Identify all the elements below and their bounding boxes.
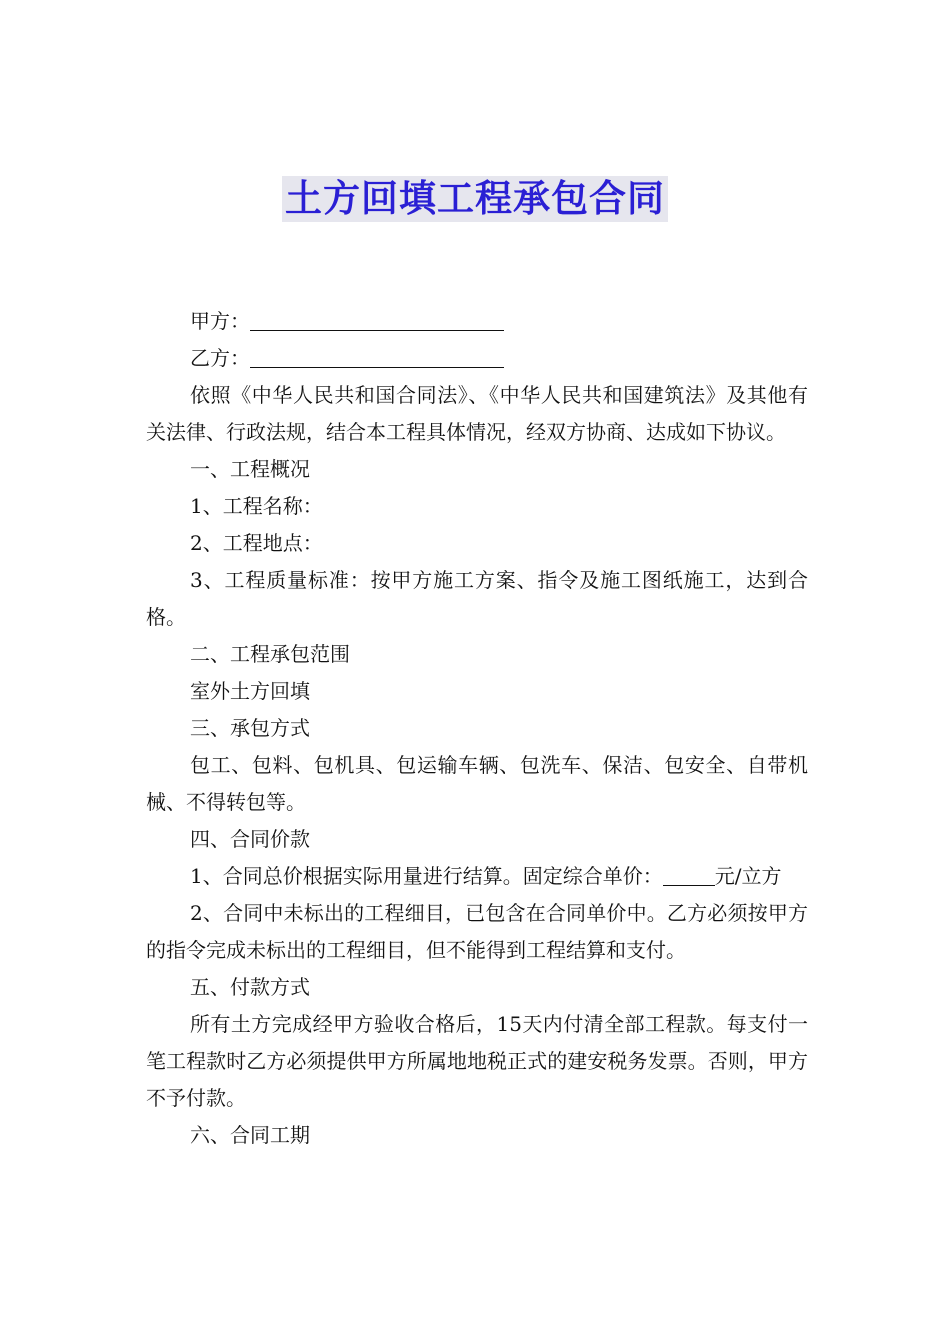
document-body — [146, 303, 808, 1154]
party-b-line — [146, 340, 808, 377]
section-2-body: 室外土方回填 — [190, 679, 310, 703]
section-4-item-1 — [146, 858, 808, 895]
unit-price-blank — [663, 863, 715, 886]
section-1-item-2: 2、工程地点： — [190, 531, 323, 555]
section-1-item-1: 1、工程名称： — [190, 494, 323, 518]
party-a-label: 甲方： — [190, 309, 250, 333]
section-3-body: 包工、包料、包机具、包运输车辆、包洗车、保洁、包安全、自带机械、不得转包等。 — [146, 753, 808, 814]
section-2-title: 二、工程承包范围 — [190, 642, 350, 666]
section-5-body: 所有土方完成经甲方验收合格后，15天内付清全部工程款。每支付一笔工程款时乙方必须提供甲方所属地地税正式的建安税务发票。否则，甲方不予付款。 — [146, 1012, 808, 1110]
party-a-blank — [250, 308, 504, 331]
section-1-item-3: 3、工程质量标准：按甲方施工方案、指令及施工图纸施工，达到合格。 — [146, 568, 808, 629]
party-b-label: 乙方： — [190, 346, 250, 370]
intro-paragraph: 依照《中华人民共和国合同法》、《中华人民共和国建筑法》及其他有关法律、行政法规，结合本工程具体情况，经双方协商、达成如下协议。 — [146, 383, 808, 444]
section-6-title: 六、合同工期 — [190, 1123, 310, 1147]
party-a-line — [146, 303, 808, 340]
section-4-item-1-text: 1、合同总价根据实际用量进行结算。固定综合单价： — [190, 864, 663, 888]
party-b-blank — [250, 345, 504, 368]
section-1-title: 一、工程概况 — [190, 457, 310, 481]
title-container — [0, 176, 950, 222]
section-4-item-1-unit: 元/立方 — [714, 864, 782, 888]
document-title: 土方回填工程承包合同 — [282, 176, 668, 222]
section-3-title: 三、承包方式 — [190, 716, 310, 740]
section-4-item-2: 2、合同中未标出的工程细目，已包含在合同单价中。乙方必须按甲方的指令完成未标出的工程细目，但不能得到工程结算和支付。 — [146, 901, 808, 962]
section-5-title: 五、付款方式 — [190, 975, 310, 999]
section-4-title: 四、合同价款 — [190, 827, 310, 851]
